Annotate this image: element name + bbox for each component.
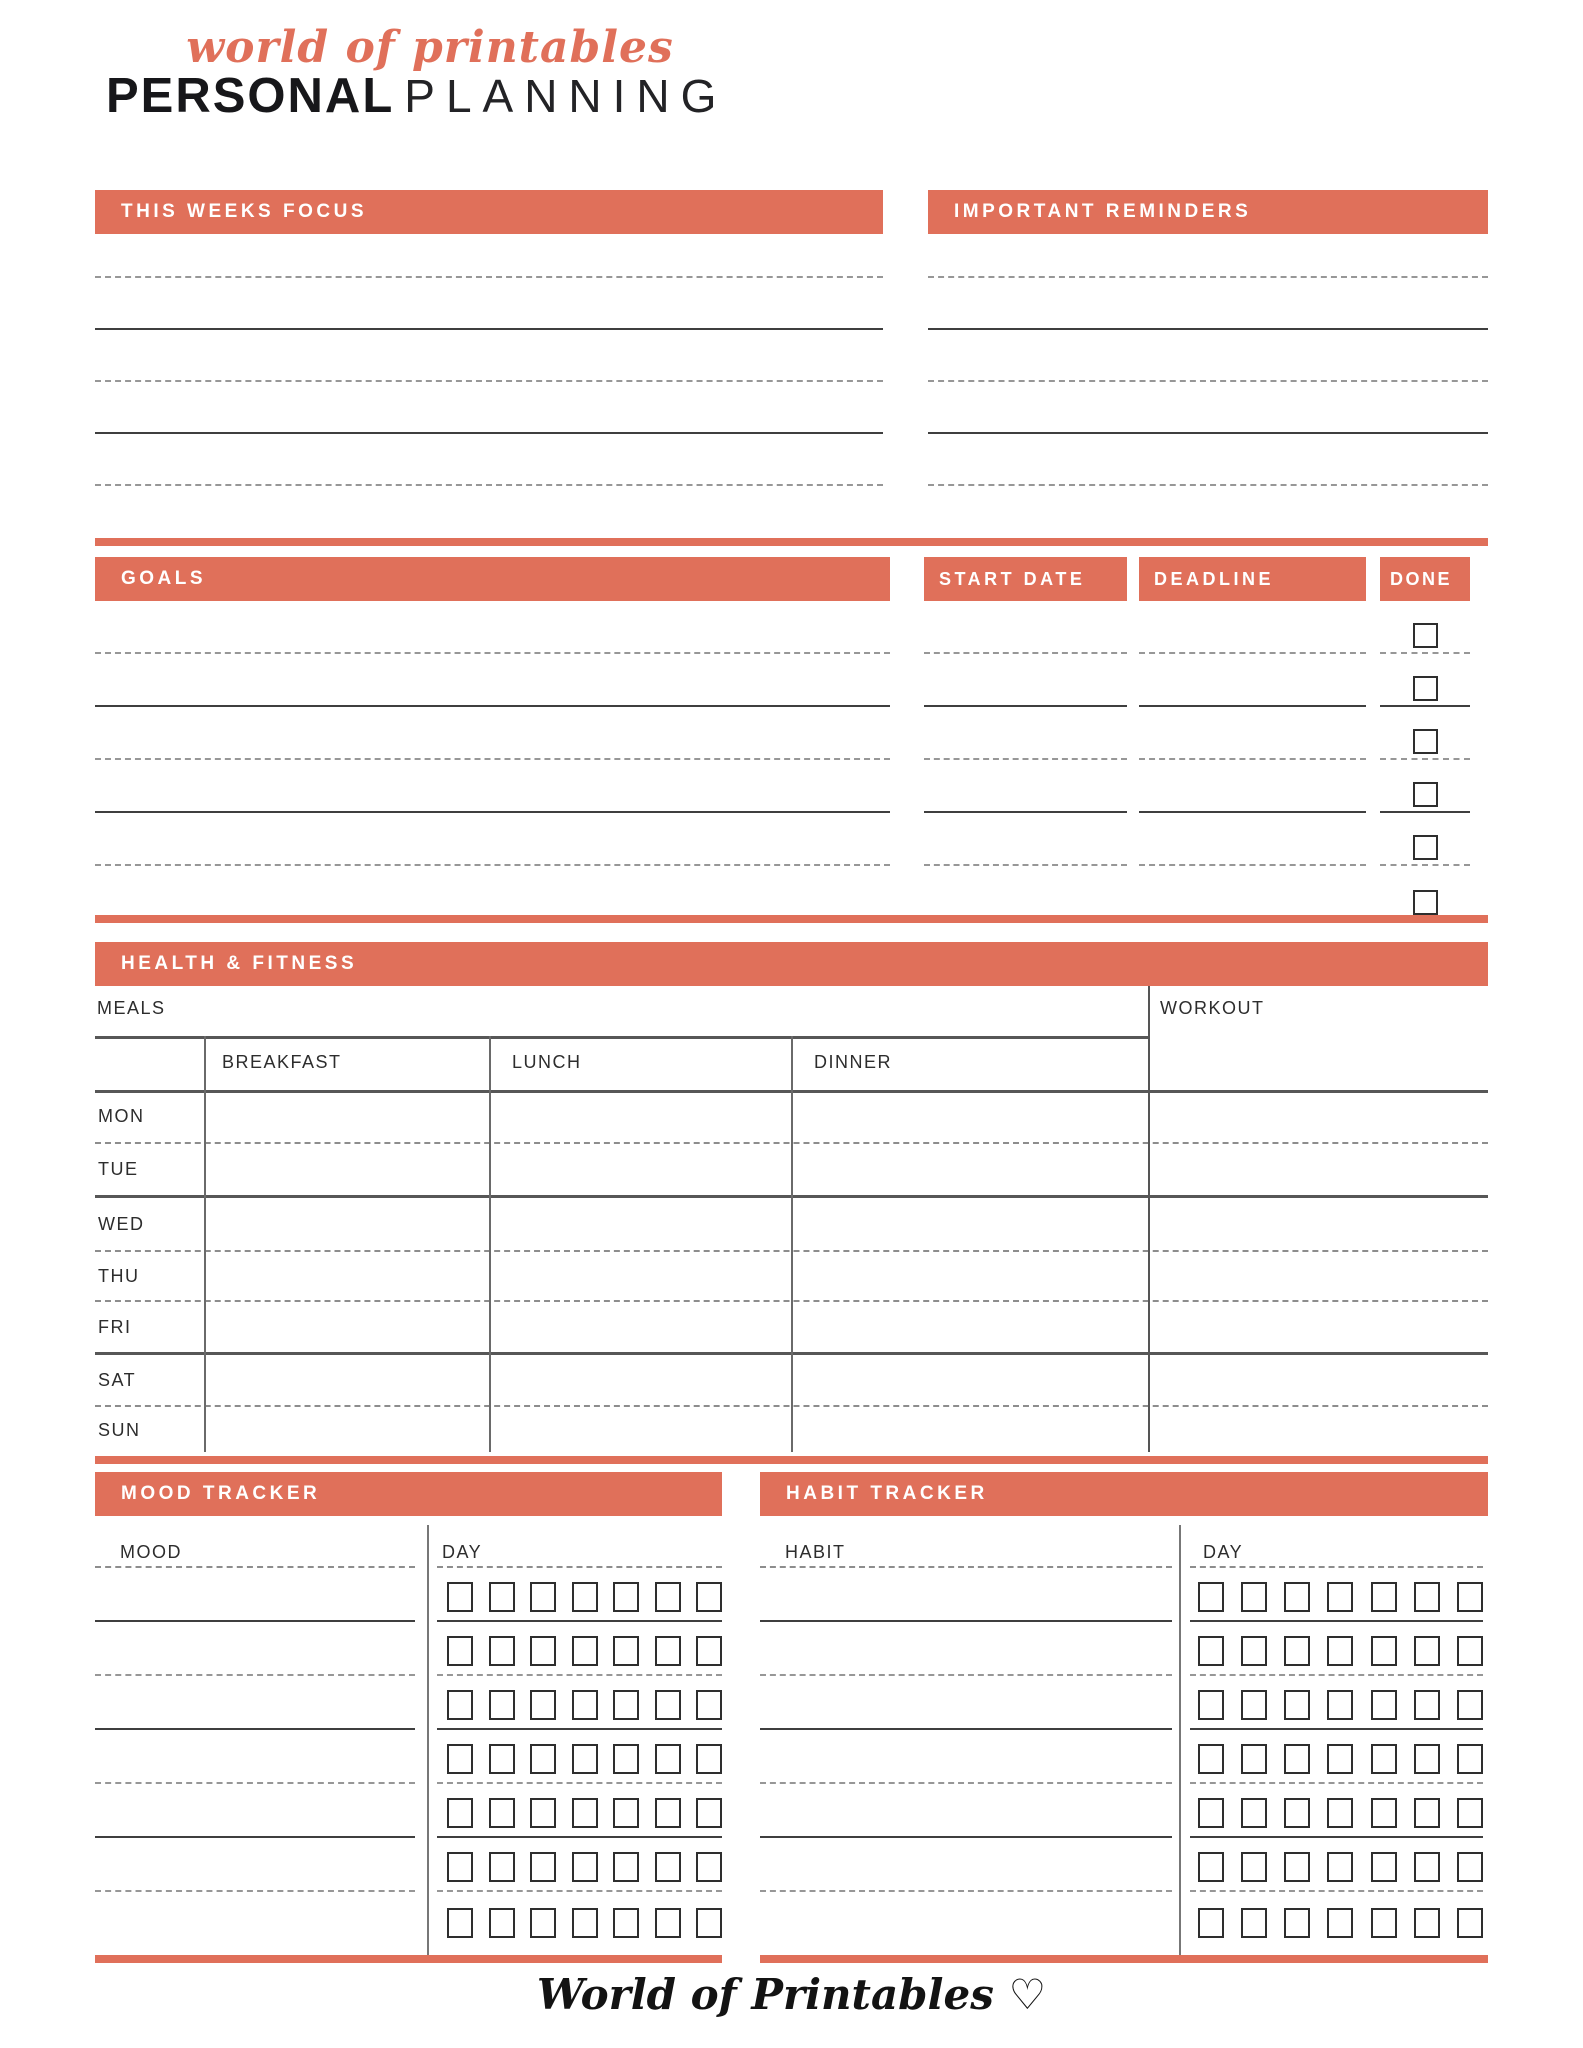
day-checkbox[interactable] xyxy=(530,1690,556,1720)
day-checkbox[interactable] xyxy=(572,1690,598,1720)
meals-table-top-line xyxy=(95,1036,1148,1039)
habit-day-checkboxes xyxy=(1198,1582,1483,1612)
focus-writing-lines xyxy=(95,234,883,486)
goals-title: GOALS xyxy=(121,568,207,589)
breakfast-lunch-separator xyxy=(489,1036,491,1452)
day-checkbox[interactable] xyxy=(530,1636,556,1666)
day-checkbox[interactable] xyxy=(1241,1744,1267,1774)
mood-row xyxy=(95,1676,722,1730)
start-date-header-bar xyxy=(924,557,1127,601)
day-checkbox[interactable] xyxy=(1327,1690,1353,1720)
day-checkbox[interactable] xyxy=(613,1636,639,1666)
day-checkbox[interactable] xyxy=(1327,1852,1353,1882)
day-checkbox[interactable] xyxy=(696,1636,722,1666)
focus-title: THIS WEEKS FOCUS xyxy=(121,201,368,222)
day-checkbox[interactable] xyxy=(489,1690,515,1720)
day-checkbox[interactable] xyxy=(1371,1636,1397,1666)
day-label: WED xyxy=(98,1213,145,1234)
day-checkbox[interactable] xyxy=(1457,1908,1483,1938)
mood-row xyxy=(95,1892,722,1946)
habit-day-cell xyxy=(1190,1568,1483,1622)
page-title-bold: PERSONAL xyxy=(106,69,395,123)
day-checkbox[interactable] xyxy=(1457,1690,1483,1720)
day-checkbox[interactable] xyxy=(1371,1690,1397,1720)
day-checkbox[interactable] xyxy=(1284,1852,1310,1882)
mood-day-cell xyxy=(437,1622,722,1676)
day-checkbox[interactable] xyxy=(1414,1798,1440,1828)
mood-writing-line xyxy=(95,1568,415,1622)
deadline-writing-line xyxy=(1139,813,1366,866)
day-checkbox[interactable] xyxy=(655,1852,681,1882)
day-checkbox[interactable] xyxy=(613,1744,639,1774)
day-checkbox[interactable] xyxy=(1414,1744,1440,1774)
day-checkbox[interactable] xyxy=(530,1852,556,1882)
day-checkbox[interactable] xyxy=(1457,1744,1483,1774)
mood-writing-line xyxy=(95,1676,415,1730)
mood-writing-line xyxy=(95,1730,415,1784)
day-checkbox[interactable] xyxy=(613,1690,639,1720)
done-checkbox[interactable] xyxy=(1413,676,1438,701)
writing-line xyxy=(928,234,1488,278)
day-checkbox[interactable] xyxy=(655,1582,681,1612)
day-checkbox[interactable] xyxy=(489,1636,515,1666)
day-checkbox[interactable] xyxy=(572,1908,598,1938)
deadline-label: DEADLINE xyxy=(1154,568,1275,589)
day-checkbox[interactable] xyxy=(447,1636,473,1666)
habit-tracker-title: HABIT TRACKER xyxy=(786,1483,988,1504)
day-label: TUE xyxy=(98,1159,139,1179)
health-section-body xyxy=(95,986,1488,1452)
mood-day-checkboxes xyxy=(447,1798,722,1828)
day-checkbox[interactable] xyxy=(1284,1908,1310,1938)
day-checkbox[interactable] xyxy=(1241,1582,1267,1612)
mood-column-label: MOOD xyxy=(120,1542,182,1562)
day-label: SUN xyxy=(98,1419,141,1440)
lunch-dinner-separator xyxy=(791,1036,793,1452)
day-checkbox[interactable] xyxy=(447,1852,473,1882)
goal-row xyxy=(95,866,1470,919)
done-cell xyxy=(1380,760,1470,813)
day-column-separator xyxy=(204,1036,206,1452)
day-checkbox[interactable] xyxy=(1371,1908,1397,1938)
day-checkbox[interactable] xyxy=(530,1582,556,1612)
mood-day-checkboxes xyxy=(447,1908,722,1938)
day-checkbox[interactable] xyxy=(1327,1636,1353,1666)
section-divider xyxy=(95,1955,722,1963)
writing-line xyxy=(95,382,883,434)
goal-writing-line xyxy=(95,760,890,813)
habit-writing-line xyxy=(760,1784,1172,1838)
day-checkbox[interactable] xyxy=(1198,1908,1224,1938)
habit-writing-line xyxy=(760,1838,1172,1892)
reminders-writing-lines xyxy=(928,234,1488,486)
day-checkbox[interactable] xyxy=(1414,1852,1440,1882)
start-date-writing-line xyxy=(924,813,1127,866)
day-checkbox[interactable] xyxy=(447,1908,473,1938)
writing-line xyxy=(95,330,883,382)
deadline-writing-line xyxy=(1139,654,1366,707)
day-checkbox[interactable] xyxy=(1241,1636,1267,1666)
day-checkbox[interactable] xyxy=(1241,1798,1267,1828)
day-checkbox[interactable] xyxy=(1284,1798,1310,1828)
done-cell xyxy=(1380,866,1470,919)
page-title xyxy=(106,68,727,124)
habit-writing-line xyxy=(760,1622,1172,1676)
habit-row xyxy=(760,1730,1488,1784)
habit-day-cell xyxy=(1190,1622,1483,1676)
goals-rows xyxy=(95,601,1470,919)
day-checkbox[interactable] xyxy=(1414,1908,1440,1938)
day-checkbox[interactable] xyxy=(447,1690,473,1720)
day-checkbox[interactable] xyxy=(1198,1636,1224,1666)
health-header-bar xyxy=(95,942,1488,986)
day-checkbox[interactable] xyxy=(1457,1582,1483,1612)
day-checkbox[interactable] xyxy=(613,1798,639,1828)
day-checkbox[interactable] xyxy=(655,1908,681,1938)
heart-icon: ♡ xyxy=(1008,1970,1047,2019)
day-checkbox[interactable] xyxy=(1198,1798,1224,1828)
done-cell xyxy=(1380,707,1470,760)
goal-writing-line xyxy=(95,707,890,760)
day-checkbox[interactable] xyxy=(696,1798,722,1828)
mood-day-cell xyxy=(437,1568,722,1622)
day-checkbox[interactable] xyxy=(1457,1798,1483,1828)
writing-line xyxy=(95,434,883,486)
habit-row xyxy=(760,1784,1488,1838)
footer-brand-logo xyxy=(0,1970,1583,2019)
goal-writing-line xyxy=(95,813,890,866)
start-date-writing-line xyxy=(924,707,1127,760)
mood-day-checkboxes xyxy=(447,1852,722,1882)
habit-writing-line xyxy=(760,1892,1172,1946)
day-checkbox[interactable] xyxy=(572,1852,598,1882)
workout-label: WORKOUT xyxy=(1160,998,1265,1018)
goal-row xyxy=(95,813,1470,866)
breakfast-column-header: BREAKFAST xyxy=(222,1052,342,1072)
section-divider xyxy=(760,1955,1488,1963)
mood-day-cell xyxy=(437,1730,722,1784)
done-cell xyxy=(1380,654,1470,707)
day-checkbox[interactable] xyxy=(1241,1908,1267,1938)
habit-row xyxy=(760,1676,1488,1730)
day-checkbox[interactable] xyxy=(447,1744,473,1774)
done-checkbox[interactable] xyxy=(1413,729,1438,754)
day-label: MON xyxy=(98,1105,145,1126)
mood-row xyxy=(95,1622,722,1676)
done-label: DONE xyxy=(1390,568,1453,589)
goals-header-bar xyxy=(95,557,890,601)
mood-writing-line xyxy=(95,1784,415,1838)
start-date-writing-line xyxy=(924,601,1127,654)
day-checkbox[interactable] xyxy=(1198,1690,1224,1720)
mood-day-column-label: DAY xyxy=(442,1542,483,1562)
habit-row xyxy=(760,1838,1488,1892)
day-checkbox[interactable] xyxy=(1371,1852,1397,1882)
habit-tracker-header-bar xyxy=(760,1472,1488,1516)
brand-script-logo: world of printables xyxy=(186,22,674,73)
day-checkbox[interactable] xyxy=(696,1852,722,1882)
health-title: HEALTH & FITNESS xyxy=(121,953,358,974)
mood-day-checkboxes xyxy=(447,1582,722,1612)
day-checkbox[interactable] xyxy=(1198,1744,1224,1774)
day-checkbox[interactable] xyxy=(1327,1744,1353,1774)
day-checkbox[interactable] xyxy=(1371,1744,1397,1774)
mood-day-checkboxes xyxy=(447,1744,722,1774)
habit-day-cell xyxy=(1190,1730,1483,1784)
day-checkbox[interactable] xyxy=(572,1582,598,1612)
section-divider xyxy=(95,915,1488,923)
day-checkbox[interactable] xyxy=(1414,1690,1440,1720)
day-checkbox[interactable] xyxy=(613,1852,639,1882)
mood-tracker-body xyxy=(95,1516,722,1958)
habit-day-checkboxes xyxy=(1198,1798,1483,1828)
habit-day-column-label: DAY xyxy=(1203,1542,1244,1562)
day-checkbox[interactable] xyxy=(696,1744,722,1774)
habit-writing-line xyxy=(760,1676,1172,1730)
day-checkbox[interactable] xyxy=(1414,1582,1440,1612)
done-checkbox[interactable] xyxy=(1413,782,1438,807)
mood-day-cell xyxy=(437,1892,722,1946)
day-checkbox[interactable] xyxy=(1371,1582,1397,1612)
day-checkbox[interactable] xyxy=(1457,1852,1483,1882)
writing-line xyxy=(95,234,883,278)
page-title-light: PLANNING xyxy=(404,70,728,122)
goal-writing-line xyxy=(95,654,890,707)
mood-row xyxy=(95,1838,722,1892)
day-checkbox[interactable] xyxy=(572,1636,598,1666)
section-divider xyxy=(95,538,1488,546)
day-checkbox[interactable] xyxy=(489,1582,515,1612)
lunch-column-header: LUNCH xyxy=(512,1052,582,1072)
start-date-writing-line xyxy=(924,760,1127,813)
goal-row xyxy=(95,760,1470,813)
day-checkbox[interactable] xyxy=(1241,1852,1267,1882)
day-checkbox[interactable] xyxy=(1327,1582,1353,1612)
dinner-column-header: DINNER xyxy=(814,1052,893,1072)
habit-row xyxy=(760,1568,1488,1622)
day-checkbox[interactable] xyxy=(530,1798,556,1828)
day-checkbox[interactable] xyxy=(613,1908,639,1938)
done-checkbox[interactable] xyxy=(1413,890,1438,915)
day-label: THU xyxy=(98,1265,140,1286)
reminders-title: IMPORTANT REMINDERS xyxy=(954,201,1252,222)
mood-tracker-header-bar xyxy=(95,1472,722,1516)
mood-row xyxy=(95,1568,722,1622)
done-cell xyxy=(1380,601,1470,654)
habit-day-cell xyxy=(1190,1784,1483,1838)
writing-line xyxy=(95,278,883,330)
day-checkbox[interactable] xyxy=(1198,1852,1224,1882)
mood-day-cell xyxy=(437,1784,722,1838)
deadline-writing-line xyxy=(1139,760,1366,813)
day-label: FRI xyxy=(98,1316,132,1337)
day-checkbox[interactable] xyxy=(489,1908,515,1938)
day-checkbox[interactable] xyxy=(1414,1636,1440,1666)
writing-line xyxy=(928,278,1488,330)
habit-day-cell xyxy=(1190,1676,1483,1730)
deadline-header-bar xyxy=(1139,557,1366,601)
day-checkbox[interactable] xyxy=(1284,1690,1310,1720)
footer-brand-text: World of Printables xyxy=(536,1970,994,2019)
start-date-writing-line xyxy=(924,654,1127,707)
day-checkbox[interactable] xyxy=(1327,1908,1353,1938)
start-date-label: START DATE xyxy=(939,568,1086,589)
habit-column-label: HABIT xyxy=(785,1542,846,1562)
habit-day-cell xyxy=(1190,1892,1483,1946)
writing-line xyxy=(928,382,1488,434)
habit-day-checkboxes xyxy=(1198,1690,1483,1720)
goal-writing-line xyxy=(95,866,890,919)
day-checkbox[interactable] xyxy=(489,1798,515,1828)
deadline-writing-line xyxy=(1139,601,1366,654)
habit-day-checkboxes xyxy=(1198,1636,1483,1666)
mood-day-checkboxes xyxy=(447,1636,722,1666)
day-checkbox[interactable] xyxy=(572,1744,598,1774)
goal-row xyxy=(95,601,1470,654)
done-checkbox[interactable] xyxy=(1413,835,1438,860)
mood-day-cell xyxy=(437,1838,722,1892)
done-header-bar xyxy=(1380,557,1470,601)
day-checkbox[interactable] xyxy=(447,1582,473,1612)
day-checkbox[interactable] xyxy=(1284,1744,1310,1774)
day-checkbox[interactable] xyxy=(447,1798,473,1828)
start-date-writing-line xyxy=(924,866,1127,919)
section-divider xyxy=(95,1456,1488,1464)
meals-label: MEALS xyxy=(97,998,166,1018)
day-checkbox[interactable] xyxy=(1457,1636,1483,1666)
meals-workout-separator xyxy=(1148,986,1150,1452)
day-checkbox[interactable] xyxy=(696,1690,722,1720)
mood-tracker-title: MOOD TRACKER xyxy=(121,1483,321,1504)
done-cell xyxy=(1380,813,1470,866)
habit-day-checkboxes xyxy=(1198,1852,1483,1882)
habit-writing-line xyxy=(760,1730,1172,1784)
habit-row xyxy=(760,1892,1488,1946)
day-checkbox[interactable] xyxy=(1241,1690,1267,1720)
writing-line xyxy=(928,330,1488,382)
goal-row xyxy=(95,707,1470,760)
day-checkbox[interactable] xyxy=(489,1852,515,1882)
day-checkbox[interactable] xyxy=(696,1582,722,1612)
day-checkbox[interactable] xyxy=(572,1798,598,1828)
day-checkbox[interactable] xyxy=(696,1908,722,1938)
day-checkbox[interactable] xyxy=(1284,1582,1310,1612)
day-checkbox[interactable] xyxy=(1327,1798,1353,1828)
habit-tracker-body xyxy=(760,1516,1488,1958)
mood-day-checkboxes xyxy=(447,1690,722,1720)
habit-day-cell xyxy=(1190,1838,1483,1892)
mood-row xyxy=(95,1730,722,1784)
habit-day-checkboxes xyxy=(1198,1744,1483,1774)
goal-row xyxy=(95,654,1470,707)
day-label: SAT xyxy=(98,1369,137,1390)
mood-writing-line xyxy=(95,1622,415,1676)
reminders-header-bar xyxy=(928,190,1488,234)
day-checkbox[interactable] xyxy=(1371,1798,1397,1828)
day-checkbox[interactable] xyxy=(655,1798,681,1828)
mood-writing-line xyxy=(95,1892,415,1946)
mood-rows xyxy=(95,1568,722,1946)
habit-row xyxy=(760,1622,1488,1676)
deadline-writing-line xyxy=(1139,866,1366,919)
deadline-writing-line xyxy=(1139,707,1366,760)
habit-rows xyxy=(760,1568,1488,1946)
day-checkbox[interactable] xyxy=(489,1744,515,1774)
done-checkbox[interactable] xyxy=(1413,623,1438,648)
writing-line xyxy=(928,434,1488,486)
habit-writing-line xyxy=(760,1568,1172,1622)
day-checkbox[interactable] xyxy=(530,1908,556,1938)
habit-day-checkboxes xyxy=(1198,1908,1483,1938)
focus-header-bar xyxy=(95,190,883,234)
goal-writing-line xyxy=(95,601,890,654)
day-checkbox[interactable] xyxy=(613,1582,639,1612)
mood-writing-line xyxy=(95,1838,415,1892)
day-checkbox[interactable] xyxy=(655,1744,681,1774)
day-checkbox[interactable] xyxy=(1284,1636,1310,1666)
mood-row xyxy=(95,1784,722,1838)
mood-day-cell xyxy=(437,1676,722,1730)
day-checkbox[interactable] xyxy=(655,1690,681,1720)
day-checkbox[interactable] xyxy=(530,1744,556,1774)
day-checkbox[interactable] xyxy=(655,1636,681,1666)
day-checkbox[interactable] xyxy=(1198,1582,1224,1612)
